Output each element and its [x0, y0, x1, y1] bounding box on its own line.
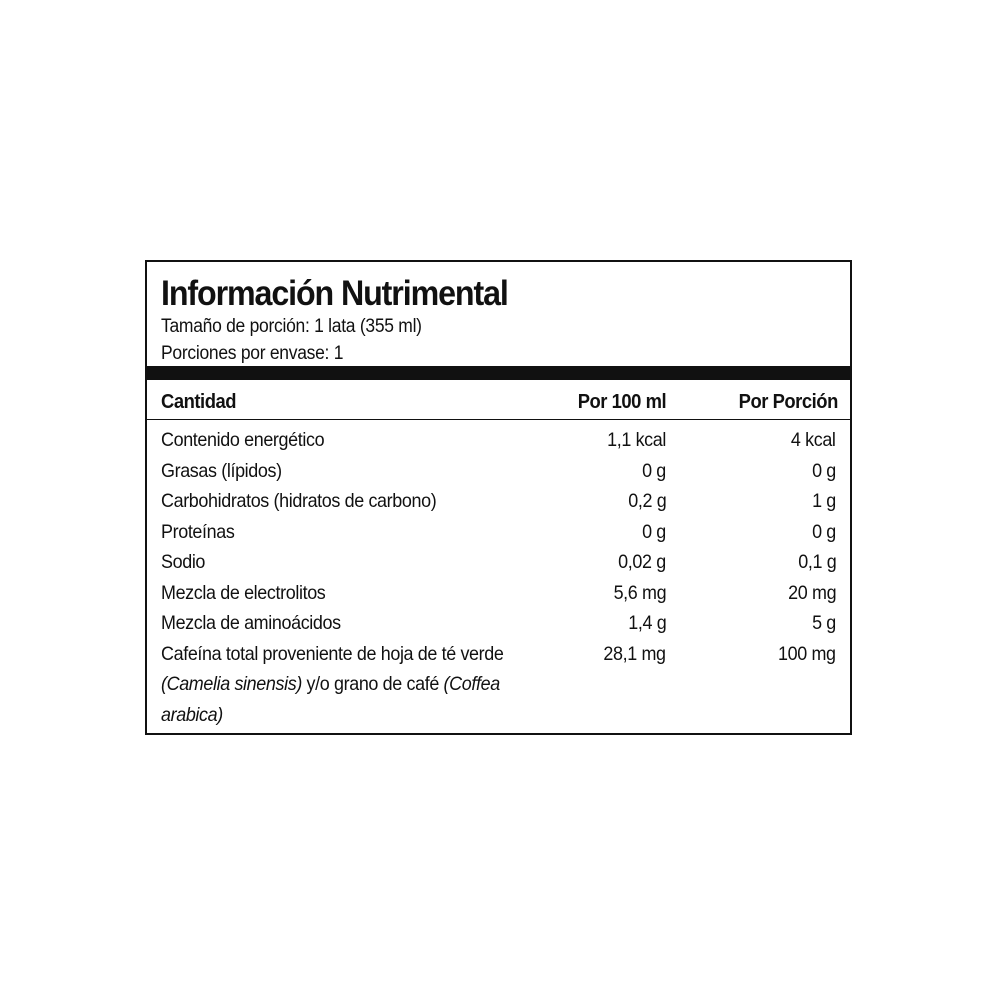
nutrient-name-caffeine — [161, 639, 511, 731]
nutrient-per-100ml: 0 g — [642, 459, 666, 482]
nutrition-facts-panel — [145, 260, 852, 735]
nutrient-name: Mezcla de aminoácidos — [161, 612, 341, 634]
nutrient-name: Mezcla de electrolitos — [161, 581, 326, 604]
table-row — [147, 639, 850, 735]
nutrient-per-portion: 4 kcal — [791, 429, 836, 451]
nutrient-per-100ml: 1,4 g — [627, 612, 666, 634]
nutrient-name: Sodio — [161, 551, 206, 573]
nutrient-per-100ml: 0,02 g — [618, 551, 666, 573]
servings-per-container: Porciones por envase: 1 — [161, 343, 344, 364]
serving-size: Tamaño de porción: 1 lata (355 ml) — [161, 316, 422, 337]
nutrient-name: Carbohidratos (hidratos de carbono) — [161, 490, 437, 512]
table-row — [147, 517, 850, 548]
header-per-100ml: Por 100 ml — [577, 391, 666, 413]
nutrient-per-100ml: 0,2 g — [627, 490, 666, 512]
nutrient-name: Grasas (lípidos) — [161, 459, 282, 482]
nutrient-name: Contenido energético — [161, 429, 325, 451]
thick-divider — [147, 366, 850, 380]
nutrient-per-portion: 0 g — [812, 459, 836, 482]
table-header — [147, 380, 850, 420]
nutrient-per-portion: 20 mg — [787, 581, 836, 604]
table-row — [147, 578, 850, 609]
nutrient-per-portion: 0 g — [812, 520, 836, 543]
caffeine-text-1: Cafeína total proveniente de hoja de té verde — [161, 642, 504, 665]
nutrient-per-100ml: 5,6 mg — [613, 581, 666, 604]
nutrient-per-portion: 100 mg — [778, 642, 836, 665]
header-per-portion: Por Porción — [738, 391, 838, 413]
nutrient-per-100ml: 28,1 mg — [603, 642, 666, 665]
nutrient-rows — [147, 425, 850, 735]
panel-title: Información Nutrimental — [161, 274, 508, 313]
nutrient-per-portion: 0,1 g — [797, 551, 836, 573]
nutrient-per-portion: 1 g — [812, 490, 836, 512]
table-row — [147, 456, 850, 487]
caffeine-species-2: (Coffea arabica) — [161, 673, 500, 726]
header-cantidad: Cantidad — [161, 391, 237, 413]
caffeine-species-1: (Camelia sinensis) — [161, 673, 302, 695]
caffeine-text-2: y/o grano de café — [301, 673, 444, 695]
table-row — [147, 547, 850, 578]
nutrient-per-100ml: 0 g — [642, 520, 666, 543]
table-row — [147, 486, 850, 517]
nutrient-per-100ml: 1,1 kcal — [607, 429, 666, 451]
table-row — [147, 608, 850, 639]
nutrient-per-portion: 5 g — [812, 612, 836, 634]
nutrient-name: Proteínas — [161, 520, 235, 543]
table-row — [147, 425, 850, 456]
